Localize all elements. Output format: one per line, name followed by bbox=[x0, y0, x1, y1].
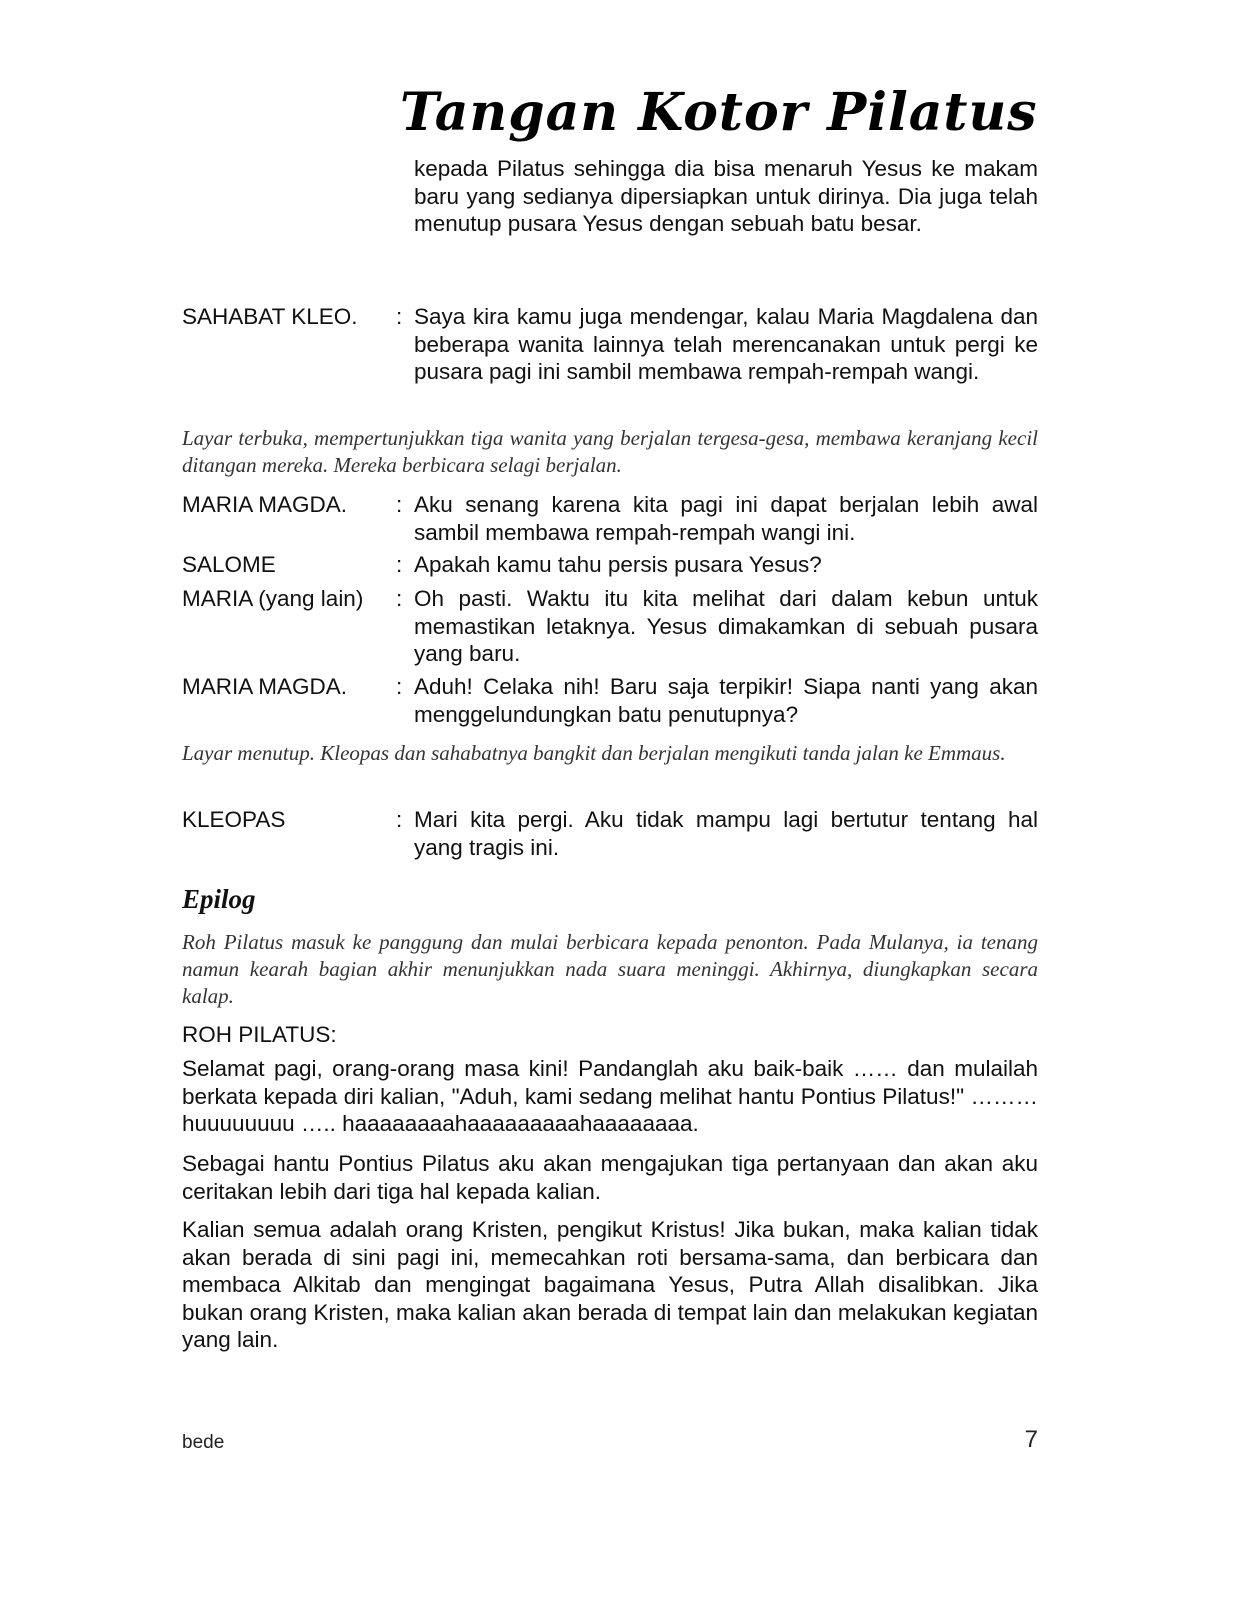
running-header-title: Tangan Kotor Pilatus bbox=[400, 82, 1038, 143]
dialogue-entry bbox=[182, 551, 1038, 579]
dialogue-entry bbox=[182, 806, 1038, 861]
colon-separator: : bbox=[396, 552, 403, 577]
speaker-name: ROH PILATUS: bbox=[182, 1022, 337, 1047]
colon-separator: : bbox=[396, 807, 403, 832]
dialogue-entry bbox=[182, 673, 1038, 728]
dialogue-entry bbox=[182, 491, 1038, 546]
dialogue-continuation: kepada Pilatus sehingga dia bisa menaruh Yesus ke makam baru yang sedianya dipersiapkan untuk dirinya. Dia juga telah menutup pusara Yesus dengan sebuah batu besar. bbox=[414, 156, 1038, 236]
stage-direction: Layar terbuka, mempertunjukkan tiga wanita yang berjalan tergesa-gesa, membawa keranjang kecil ditangan mereka. Mereka berbicara selagi berjalan. bbox=[182, 426, 1038, 477]
dialogue-entry bbox=[182, 585, 1038, 668]
colon-separator: : bbox=[396, 304, 403, 329]
colon-separator: : bbox=[396, 586, 403, 611]
dialogue-entry bbox=[182, 303, 1038, 386]
stage-direction: Roh Pilatus masuk ke panggung dan mulai berbicara kepada penonton. Pada Mulanya, ia tenang namun kearah bagian akhir menunjukkan nada suara meninggi. Akhirnya, diungkapkan secara kalap. bbox=[182, 930, 1038, 1008]
dialogue-line: Saya kira kamu juga mendengar, kalau Maria Magdalena dan beberapa wanita lainnya telah merencanakan untuk pergi ke pusara pagi ini sambil membawa rempah-rempah wangi. bbox=[414, 304, 1038, 384]
stage-direction: Layar menutup. Kleopas dan sahabatnya bangkit dan berjalan mengikuti tanda jalan ke Emmaus. bbox=[182, 741, 1006, 765]
dialogue-line: Aduh! Celaka nih! Baru saja terpikir! Siapa nanti yang akan menggelundungkan batu penutupnya? bbox=[414, 674, 1038, 727]
speaker-name: SALOME bbox=[182, 552, 276, 577]
monologue-paragraph: Kalian semua adalah orang Kristen, pengikut Kristus! Jika bukan, maka kalian tidak akan berada di sini pagi ini, memecahkan roti bersama-sama, dan berbicara dan membaca Alkitab dan mengingat bagaimana Yesus, Putra Allah disalibkan. Jika bukan orang Kristen, maka kalian akan berada di tempat lain dan melakukan kegiatan yang lain. bbox=[182, 1217, 1038, 1352]
speaker-name: MARIA (yang lain) bbox=[182, 586, 364, 611]
monologue-paragraph: Selamat pagi, orang-orang masa kini! Pandanglah aku baik-baik …… dan mulailah berkata kepada diri kalian, "Aduh, kami sedang melihat hantu Pontius Pilatus!" ……… huuuuuuuu ….. haaaaaaaahaaaaaaaaahaaaaaaaa. bbox=[182, 1056, 1038, 1136]
page-number: 7 bbox=[1024, 1426, 1038, 1453]
speaker-name: MARIA MAGDA. bbox=[182, 674, 348, 699]
dialogue-line: Apakah kamu tahu persis pusara Yesus? bbox=[414, 552, 822, 577]
colon-separator: : bbox=[396, 674, 403, 699]
dialogue-line: Aku senang karena kita pagi ini dapat berjalan lebih awal sambil membawa rempah-rempah wangi ini. bbox=[414, 492, 1038, 545]
section-heading: Epilog bbox=[182, 884, 256, 914]
speaker-name: MARIA MAGDA. bbox=[182, 492, 348, 517]
footer-author: bede bbox=[182, 1432, 225, 1453]
dialogue-line: Oh pasti. Waktu itu kita melihat dari dalam kebun untuk memastikan letaknya. Yesus dimakamkan di sebuah pusara yang baru. bbox=[414, 586, 1038, 666]
speaker-name: KLEOPAS bbox=[182, 807, 286, 832]
monologue-paragraph: Sebagai hantu Pontius Pilatus aku akan mengajukan tiga pertanyaan dan akan aku ceritakan lebih dari tiga hal kepada kalian. bbox=[182, 1151, 1038, 1204]
speaker-name: SAHABAT KLEO. bbox=[182, 304, 358, 329]
dialogue-line: Mari kita pergi. Aku tidak mampu lagi bertutur tentang hal yang tragis ini. bbox=[414, 807, 1038, 860]
colon-separator: : bbox=[396, 492, 403, 517]
